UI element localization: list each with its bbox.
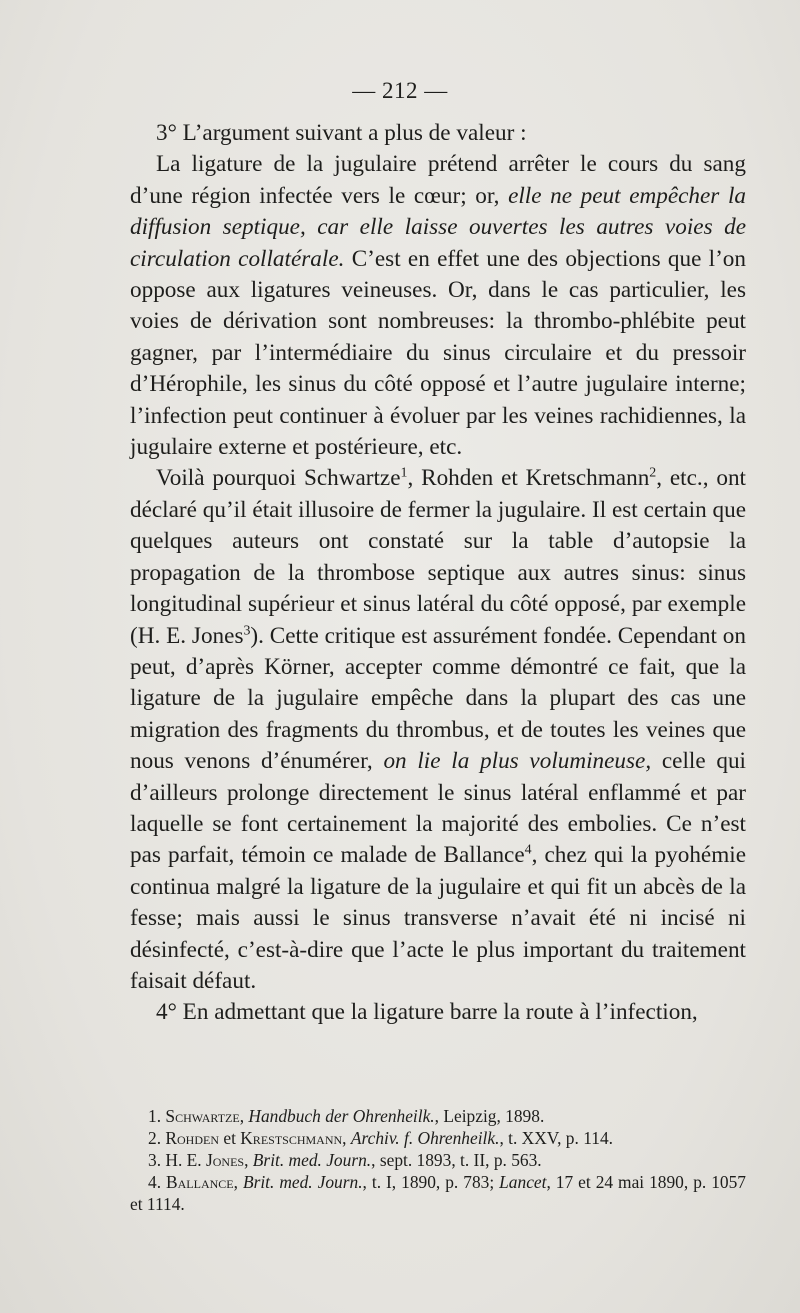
paragraph-2-italic: elle ne peut empêcher la diffusion septique, car elle laisse ouvertes les autres voies de circulation collatérale. [130,182,746,272]
footnote-2-title: Archiv. f. Ohrenheilk. [350,1128,500,1148]
paragraph-2-text-c: C’est en effet une des objections que l’on oppose aux ligatures veineuses. Or, dans le cas particulier, les voies de dérivation sont nombreuses: la thrombo-phlébite peut gagner, par l’intermédiaire du sinus circulaire et du pressoir d’Hérophile, les sinus du côté opposé et l’autre jugulaire interne; l’infection peut continuer à évoluer par les veines rachidiennes, la jugulaire externe et postérieure, etc. [130,245,746,461]
footnote-3-author: H. E. Jones [165,1150,245,1170]
footnote-ref-3: 3 [243,622,251,638]
footnote-4-author: Ballance [166,1172,234,1192]
footnote-4-title: Brit. med. Journ. [242,1172,363,1192]
paragraph-3-text-c: , etc., ont déclaré qu’il était illusoire de fermer la jugulaire. Il est certain que quelques auteurs ont constaté sur la table d’autopsie la propagation de la thrombose septique aux autres sinus: sinus longitudinal supérieur et sinus latéral du côté opposé, par exemple (H. E. Jones [130,465,746,649]
footnote-ref-1: 1 [400,465,408,481]
paragraph-3-italic: on lie la plus volumineuse, [383,748,652,775]
body-text [130,118,746,1029]
footnote-ref-2: 2 [649,465,657,481]
paragraph-3-text-f: celle qui d’ailleurs prolonge directement le sinus latéral enflammé et par laquelle se font certainement la majorité des embolies. Ce n’est pas parfait, témoin ce malade de Ballance [130,748,746,869]
footnote-1-title: Handbuch der Ohrenheilk. [248,1106,435,1126]
footnote-1-rest: , Leipzig, 1898. [434,1106,545,1126]
footnote-4: 4. Ballance, Brit. med. Journ., t. I, 1890, p. 783; Lancet, 17 et 24 mai 1890, p. 1057 et 1114. [130,1172,746,1214]
paragraph-4-text: 4° En admettant que la ligature barre la route à l’infection, [156,999,698,1026]
footnote-2-author-1: Rohden [165,1128,219,1148]
page-number: — 212 — [352,78,448,103]
footnote-2: 2. Rohden et Krestschmann, Archiv. f. Ohrenheilk., t. XXV, p. 114. [148,1128,613,1148]
paragraph-3-text-b: , Rohden et Kretschmann [407,465,650,492]
footnote-2-author-2: Krestschmann [240,1128,343,1148]
footnote-1: 1. Schwartze, Handbuch der Ohrenheilk., Leipzig, 1898. [148,1106,545,1126]
paragraph-3 [130,463,746,997]
footnote-2-number: 2. [148,1128,162,1148]
paragraph-3-text-g: , chez qui la pyohémie continua malgré la ligature de la jugulaire et qui fit un abcès de la fesse; mais aussi le sinus transverse n’avait été ni incisé ni désinfecté, c’est-à-dire que l’acte le plus important du traitement faisait défaut. [130,842,746,994]
footnote-3: 3. H. E. Jones, Brit. med. Journ., sept. 1893, t. II, p. 563. [148,1150,542,1170]
paragraph-1-text: 3° L’argument suivant a plus de valeur : [156,120,527,146]
paragraph-3-text-d: ). Cette critique est assurément fondée. Cependant on peut, d’après Körner, accepter comme démontré ce fait, que la ligature de la jugulaire empêche dans la plupart des cas une migration des fragments du thrombus, et de toutes les veines que nous venons d’énumérer, [130,622,746,775]
paragraph-3-text-a: Voilà pourquoi Schwartze [156,465,401,492]
footnote-3-number: 3. [148,1150,162,1170]
paragraph-2 [130,149,746,463]
footnotes [130,1105,746,1215]
footnote-2-rest: , t. XXV, p. 114. [499,1128,613,1148]
footnote-1-number: 1. [148,1106,162,1126]
paragraph-2-text-a: La ligature de la jugulaire prétend arrêter le cours du sang d’une région infectée vers le cœur; or, [130,151,746,209]
footnote-3-rest: , sept. 1893, t. II, p. 563. [371,1150,542,1170]
footnote-4-number: 4. [148,1172,162,1192]
footnote-4-title-2: Lancet [499,1172,547,1192]
footnote-4-mid: , t. I, 1890, p. 783; [362,1172,500,1192]
paragraph-4 [130,997,746,1028]
footnote-ref-4: 4 [524,842,532,858]
footnote-2-and: et [219,1128,241,1148]
footnote-1-author: Schwartze [165,1106,240,1126]
footnote-3-title: Brit. med. Journ. [252,1150,372,1170]
paragraph-1 [130,118,746,149]
footnote-4-rest: , 17 et 24 mai 1890, p. 1057 et 1114. [130,1172,746,1214]
